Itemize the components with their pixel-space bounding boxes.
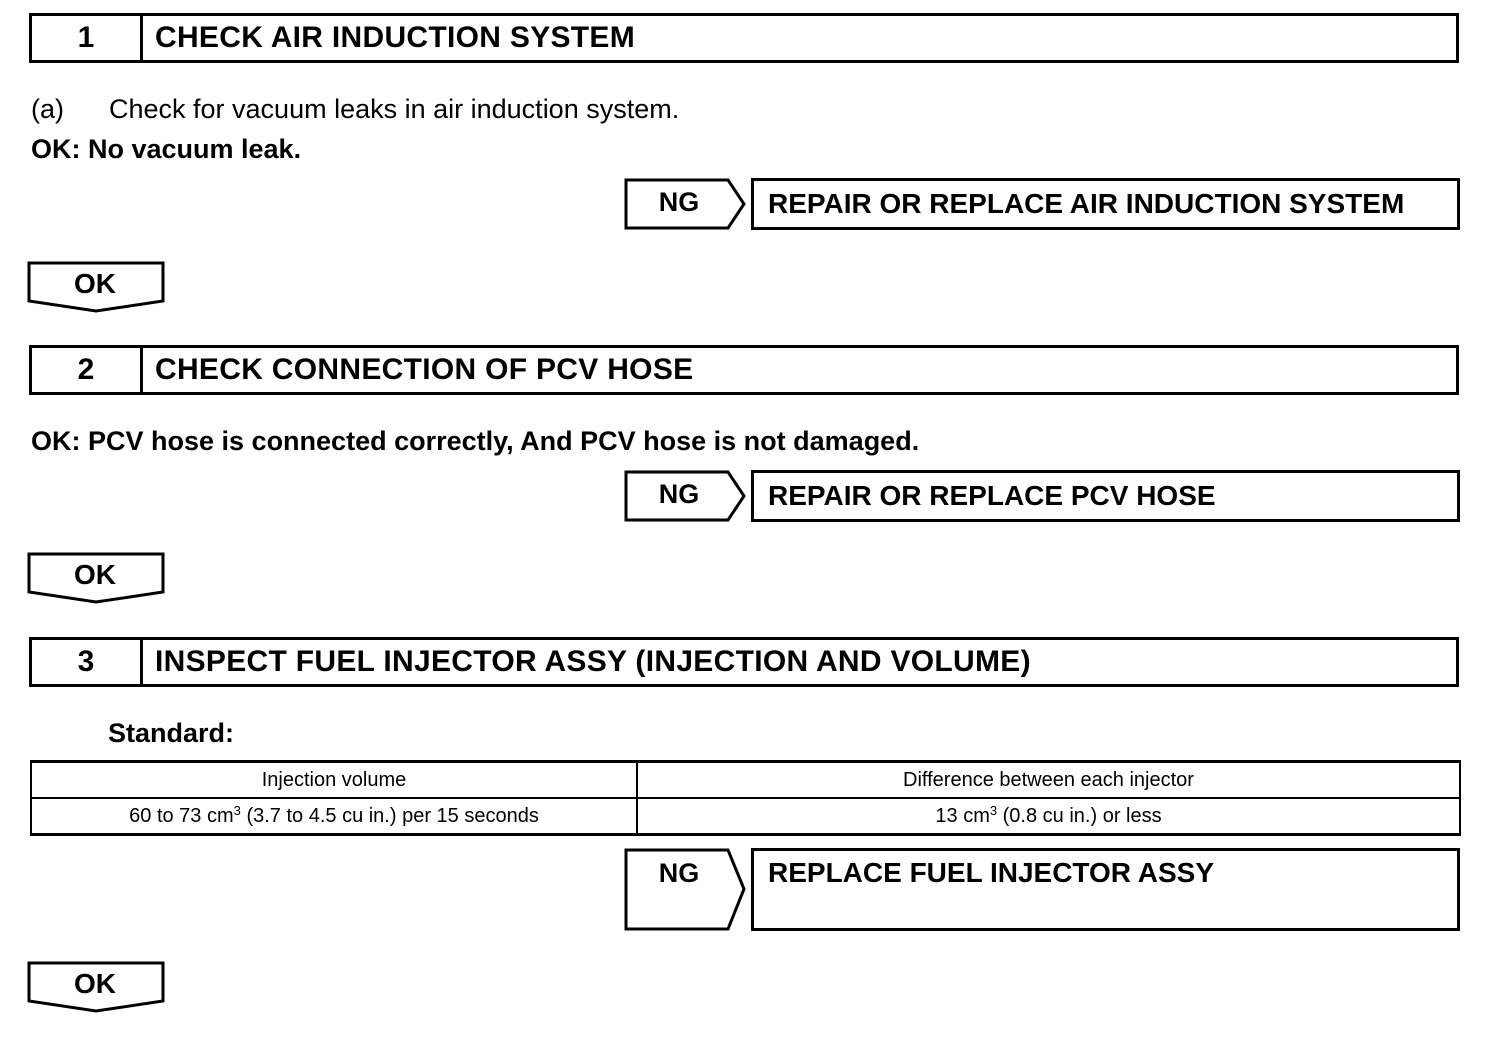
step-2-ok-tag	[27, 552, 167, 604]
step-1-ng-tag	[624, 178, 748, 230]
step-1-sub-text: Check for vacuum leaks in air induction system.	[109, 94, 680, 124]
table-header-difference: Difference between each injector	[637, 762, 1460, 799]
table-header-injection-volume: Injection volume	[31, 762, 637, 799]
step-1-sub-index: (a)	[31, 94, 64, 124]
step-2-ng-label: NG	[658, 479, 700, 509]
step-3-ok-label: OK	[74, 968, 116, 999]
step-3-ng-label: NG	[658, 858, 700, 888]
step-1-ok-criteria: OK: No vacuum leak.	[31, 134, 302, 164]
step-1-ng-action: REPAIR OR REPLACE AIR INDUCTION SYSTEM	[751, 178, 1460, 230]
cell-superscript: 3	[989, 802, 998, 818]
cell-text: (0.8 cu in.) or less	[997, 804, 1162, 827]
cell-text: 60 to 73 cm	[129, 804, 234, 827]
step-1-header	[29, 13, 1459, 63]
step-1-title: CHECK AIR INDUCTION SYSTEM	[155, 21, 636, 54]
table-cell-injection-volume	[31, 798, 637, 835]
step-1-instruction	[31, 94, 679, 125]
cell-text: 13 cm	[935, 804, 990, 827]
table-cell-difference	[637, 798, 1460, 835]
step-2-ok-criteria: OK: PCV hose is connected correctly, And PCV hose is not damaged.	[31, 426, 920, 456]
step-3-header	[29, 637, 1459, 687]
step-2-ng-action: REPAIR OR REPLACE PCV HOSE	[751, 470, 1460, 522]
step-3-ng-tag	[624, 848, 748, 931]
standard-label: Standard:	[108, 718, 235, 748]
table-header-row	[31, 762, 1460, 799]
step-2-title: CHECK CONNECTION OF PCV HOSE	[155, 353, 694, 386]
step-2-number: 2	[32, 348, 143, 392]
step-3-number: 3	[32, 640, 143, 684]
step-1-ok-label: OK	[74, 268, 116, 299]
standard-table	[30, 760, 1461, 836]
step-1-ok-tag	[27, 261, 167, 313]
step-1-number: 1	[32, 16, 143, 60]
step-3-title: INSPECT FUEL INJECTOR ASSY (INJECTION AND VOLUME)	[155, 645, 1031, 678]
step-2-ok-label: OK	[74, 559, 116, 590]
step-3-ok-tag	[27, 961, 167, 1013]
step-3-ng-action: REPLACE FUEL INJECTOR ASSY	[751, 848, 1460, 931]
step-2-header	[29, 345, 1459, 395]
cell-text: (3.7 to 4.5 cu in.) per 15 seconds	[240, 804, 539, 827]
table-row	[31, 798, 1460, 835]
cell-superscript: 3	[233, 802, 241, 818]
step-1-ng-label: NG	[658, 187, 700, 217]
step-2-ng-tag	[624, 470, 748, 522]
